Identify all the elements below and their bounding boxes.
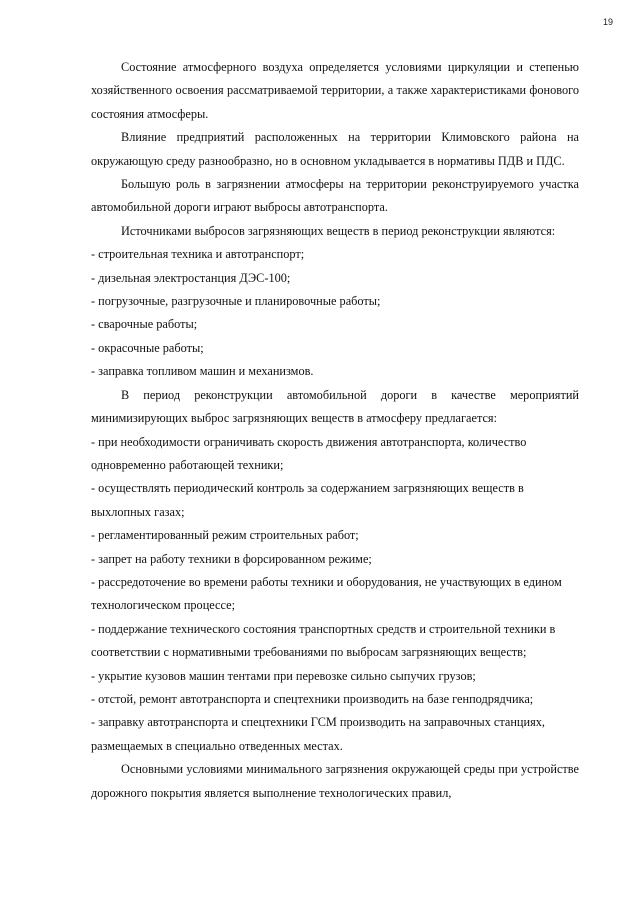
list-item: - рассредоточение во времени работы техники и оборудования, не участвующих в едином технологическом процессе; (91, 574, 562, 613)
paragraph: Состояние атмосферного воздуха определяется условиями циркуляции и степенью хозяйственного освоения рассматриваемой территории, а также характеристиками фонового состояния атмосферы. (91, 60, 579, 121)
list-item: - поддержание технического состояния транспортных средств и строительной техники в соответствии с нормативными требованиями по выбросам загрязняющих веществ; (91, 621, 556, 660)
list-item: - окрасочные работы; (91, 340, 204, 355)
page-number: 19 (602, 17, 613, 27)
paragraph: Основными условиями минимального загрязнения окружающей среды при устройстве дорожного покрытия является выполнение технологических правил, (91, 762, 579, 800)
list-item: - заправку автотранспорта и спецтехники ГСМ производить на заправочных станциях, размещаемых в специально отведенных местах. (91, 715, 545, 753)
list-item: - регламентированный режим строительных работ; (91, 528, 359, 543)
paragraph: Большую роль в загрязнении атмосферы на территории реконструируемого участка автомобильной дороги играют выбросы автотранспорта. (91, 177, 579, 215)
paragraph: В период реконструкции автомобильной дороги в качестве мероприятий минимизирующих выброс загрязняющих веществ в атмосферу предлагается: (91, 387, 579, 426)
list-item: - запрет на работу техники в форсированном режиме; (91, 551, 372, 566)
list-item: - осуществлять периодический контроль за содержанием загрязняющих веществ в выхлопных газах; (91, 481, 524, 519)
list-item: - погрузочные, разгрузочные и планировочные работы; (91, 294, 381, 309)
paragraph: Влияние предприятий расположенных на территории Климовского района на окружающую среду разнообразно, но в основном укладывается в нормативы ПДВ и ПДС. (91, 130, 579, 168)
paragraph: Источниками выбросов загрязняющих веществ в период реконструкции являются: (121, 223, 556, 238)
list-item: - сварочные работы; (91, 317, 198, 332)
list-item: - дизельная электростанция ДЭС-100; (91, 270, 291, 285)
list-item: - строительная техника и автотранспорт; (91, 247, 305, 262)
body-text (91, 56, 579, 805)
list-item: - заправка топливом машин и механизмов. (91, 364, 314, 379)
list-item: - отстой, ремонт автотранспорта и спецтехники производить на базе генподрядчика; (91, 691, 534, 706)
list-item: - при необходимости ограничивать скорость движения автотранспорта, количество одновременно работающей техники; (91, 434, 527, 472)
list-item: - укрытие кузовов машин тентами при перевозке сильно сыпучих грузов; (91, 668, 476, 683)
